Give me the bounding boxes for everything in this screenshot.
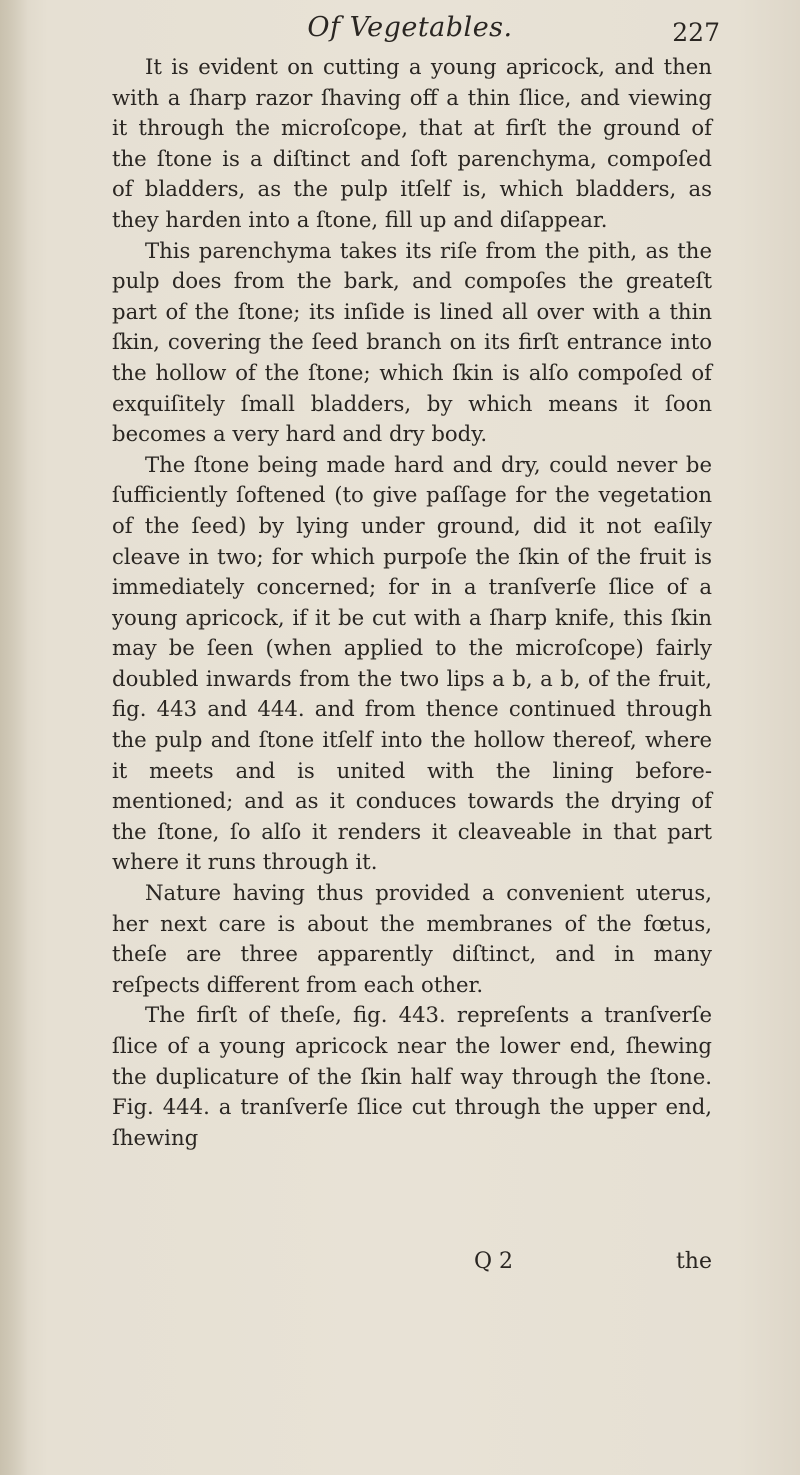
body-text	[112, 52, 712, 1153]
page-number: 227	[672, 18, 720, 47]
paragraph-1: It is evident on cutting a young apricock, and then with a ſharp razor ſhaving off a thin ſlice, and viewing it through the microſcope, that at firſt the ground of the ſtone is a diſtinct and ſoft parenchyma, compoſed of bladders, as the pulp itſelf is, which bladders, as they harden into a ſtone, fill up and diſappear.	[112, 54, 712, 232]
page-gutter-shadow	[0, 0, 28, 1475]
running-title: Of Vegetables.	[307, 12, 513, 43]
catchword: the	[675, 1249, 712, 1274]
paragraph-2: This parenchyma takes its riſe from the pith, as the pulp does from the bark, and compoſes the greateſt part of the ſtone; its inſide is lined all over with a thin ſkin, covering the ſeed branch on its firſt entrance into the hollow of the ſtone; which ſkin is alſo compoſed of exquiſitely ſmall bladders, by which means it ſoon becomes a very hard and dry body.	[112, 237, 712, 447]
paragraph-4: Nature having thus provided a convenient uterus, her next care is about the membranes of the fœtus, theſe are three apparently diſtinct, and in many reſpects different from each other.	[112, 880, 712, 997]
signature-mark: Q 2	[474, 1249, 514, 1274]
page-footer	[112, 1249, 712, 1281]
paragraph-3: The ſtone being made hard and dry, could never be ſufficiently ſoftened (to give paſſage for the vegetation of the ſeed) by lying under ground, did it not eaſily cleave in two; for which purpoſe the ſkin of the fruit is immediately concerned; for in a tranſverſe ſlice of a young apricock, if it be cut with a ſharp knife, this ſkin may be ſeen (when applied to the microſcope) fairly doubled inwards from the two lips a b, a b, of the fruit, fig. 443 and 444. and from thence continued through the pulp and ſtone itſelf into the hollow thereof, where it meets and is united with the lining before-mentioned; and as it conduces towards the drying of the ſtone, ſo alſo it renders it cleaveable in that part where it runs through it.	[112, 451, 712, 875]
page-header	[100, 10, 720, 50]
paragraph-5: The firſt of theſe, fig. 443. repreſents a tranſverſe ſlice of a young apricock near the lower end, ſhewing the duplicature of the ſkin half way through the ſtone. Fig. 444. a tranſverſe ſlice cut through the upper end, ſhewing	[112, 1002, 712, 1150]
